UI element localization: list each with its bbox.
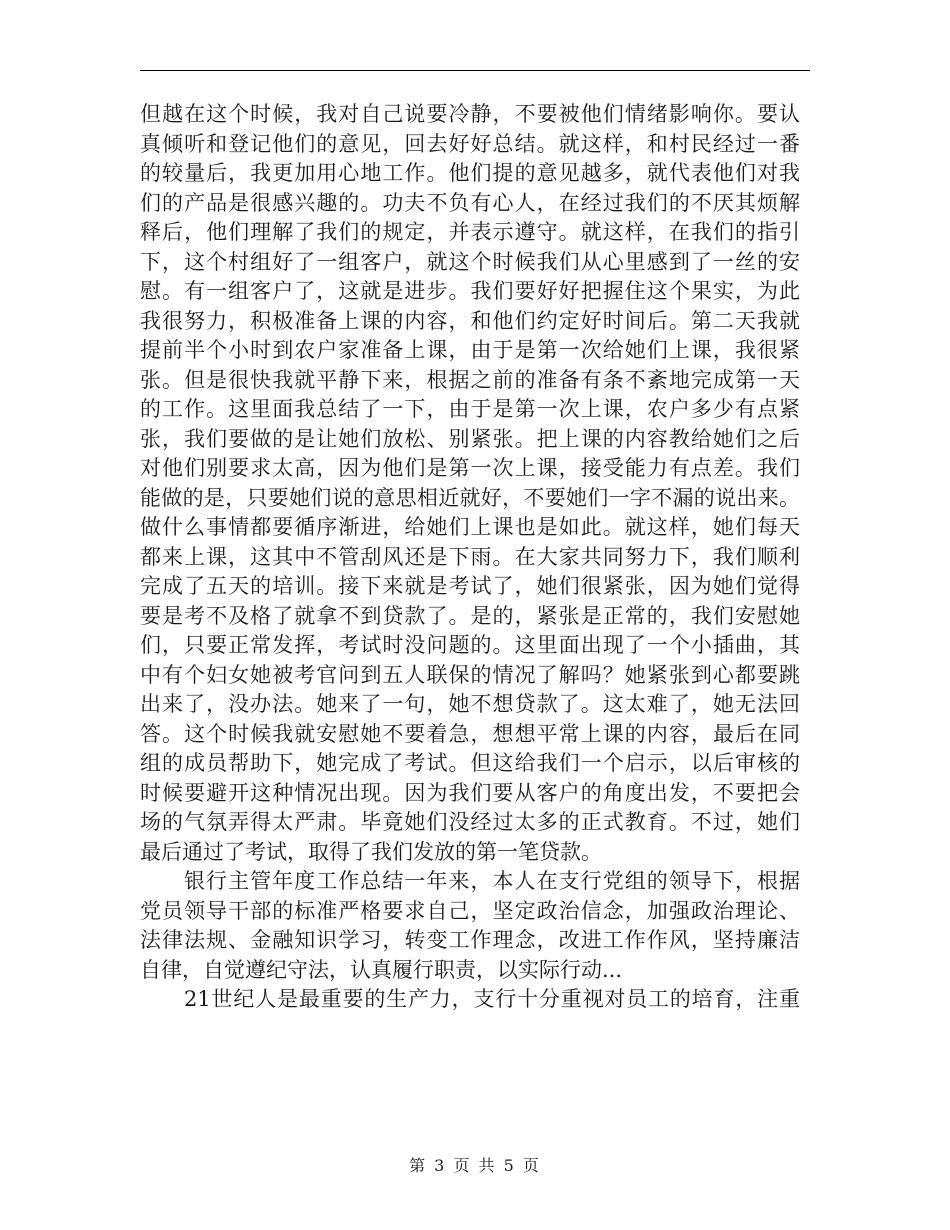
text-line: 提前半个小时到农户家准备上课，由于是第一次给她们上课，我很紧 [140,338,800,362]
text-line: 下，这个村组好了一组客户，就这个时候我们从心里感到了一丝的安 [140,249,800,274]
text-line: 组的成员帮助下，她完成了考试。但这给我们一个启示，以后审核的 [140,751,800,775]
text-line: 我很努力，积极准备上课的内容，和他们约定好时间后。第二天我就 [140,308,800,333]
text-line: 出来了，没办法。她来了一句，她不想贷款了。这太难了，她无法回 [140,692,800,716]
text-line: 的较量后，我更加用心地工作。他们提的意见越多，就代表他们对我 [140,161,800,185]
text-line: 法律法规、金融知识学习，转变工作理念，改进工作作风，坚持廉洁 [140,928,800,952]
text-line: 自律，自觉遵纪守法，认真履行职责，以实际行动... [140,957,623,982]
text-line: 银行主管年度工作总结一年来，本人在支行党组的领导下，根据 [184,869,800,893]
text-line: 张。但是很快我就平静下来，根据之前的准备有条不紊地完成第一天 [140,367,800,392]
text-line: 但越在这个时候，我对自己说要冷静，不要被他们情绪影响你。要认 [140,102,800,126]
text-line: 释后，他们理解了我们的规定，并表示遵守。就这样，在我们的指引 [140,220,800,244]
text-line: 党员领导干部的标准严格要求自己，坚定政治信念，加强政治理论、 [140,898,800,923]
text-line: 场的气氛弄得太严肃。毕竟她们没经过太多的正式教育。不过，她们 [140,810,800,834]
text-line: 中有个妇女她被考官问到五人联保的情况了解吗？她紧张到心都要跳 [140,662,800,687]
text-line: 张，我们要做的是让她们放松、别紧张。把上课的内容教给她们之后 [140,426,800,451]
text-line: 能做的是，只要她们说的意思相近就好，不要她们一字不漏的说出来。 [140,485,800,510]
text-line: 完成了五天的培训。接下来就是考试了，她们很紧张，因为她们觉得 [140,574,800,598]
text-line: 慰。有一组客户了，这就是进步。我们要好好把握住这个果实，为此 [140,279,800,303]
paragraph [140,100,800,867]
paragraph [140,867,800,985]
text-line: 都来上课，这其中不管刮风还是下雨。在大家共同努力下，我们顺利 [140,544,800,569]
text-line: 们的产品是很感兴趣的。功夫不负有心人，在经过我们的不厌其烦解 [140,190,800,215]
text-line: 对他们别要求太高，因为他们是第一次上课，接受能力有点差。我们 [140,456,800,480]
text-line: 最后通过了考试，取得了我们发放的第一笔贷款。 [140,839,602,864]
text-line: 答。这个时候我就安慰她不要着急，想想平常上课的内容，最后在同 [140,721,800,746]
text-line: 要是考不及格了就拿不到贷款了。是的，紧张是正常的，我们安慰她 [140,603,800,628]
text-line: 们，只要正常发挥，考试时没问题的。这里面出现了一个小插曲，其 [140,633,800,657]
text-line: 的工作。这里面我总结了一下，由于是第一次上课，农户多少有点紧 [140,397,800,421]
text-line: 做什么事情都要循序渐进，给她们上课也是如此。就这样，她们每天 [140,515,800,539]
document-body [140,100,800,1015]
header-rule [140,70,810,71]
paragraph [140,985,800,1015]
text-line: 真倾听和登记他们的意见，回去好好总结。就这样，和村民经过一番 [140,131,800,156]
text-line: 21世纪人是最重要的生产力，支行十分重视对员工的培育，注重 [184,987,800,1011]
text-line: 时候要避开这种情况出现。因为我们要从客户的角度出发，不要把会 [140,780,800,805]
page-number: 第 3 页 共 5 页 [409,1156,541,1175]
